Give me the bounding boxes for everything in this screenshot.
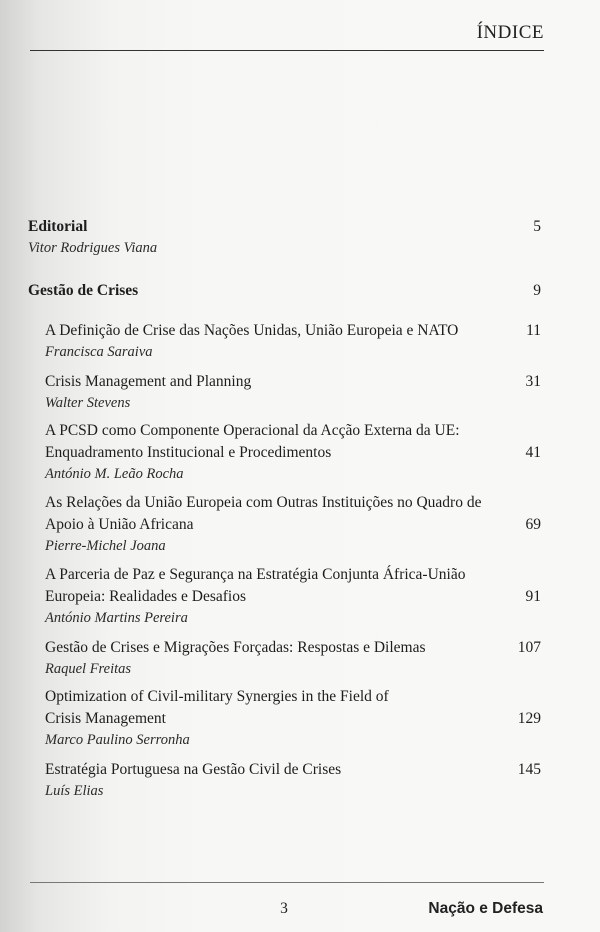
toc-author: Luís Elias: [45, 783, 104, 799]
toc-entry[interactable]: [45, 637, 541, 680]
toc-entry[interactable]: [45, 686, 541, 751]
toc-author: António Martins Pereira: [45, 610, 188, 626]
toc-entry[interactable]: [45, 371, 541, 414]
toc-entry[interactable]: [45, 759, 541, 802]
toc-section-title: Editorial: [28, 218, 88, 235]
toc-page-number: 9: [533, 282, 541, 299]
toc-entry[interactable]: [45, 492, 541, 557]
footer-page-number: 3: [280, 900, 288, 917]
toc-entry-title: Crisis Management and Planning: [45, 373, 252, 390]
toc-entry[interactable]: [45, 320, 541, 363]
header-divider: [30, 50, 544, 51]
toc-entry-editorial[interactable]: [28, 216, 541, 259]
toc-entry-title: Optimization of Civil-military Synergies in the Field of Crisis Management: [45, 688, 389, 727]
toc-entry[interactable]: [45, 420, 541, 485]
footer-divider: [30, 882, 544, 883]
toc-author: Raquel Freitas: [45, 661, 132, 677]
toc-page-number: 31: [525, 373, 541, 390]
toc-page-number: 145: [517, 761, 541, 778]
toc-author: Marco Paulino Serronha: [45, 732, 190, 748]
toc-author: Pierre-Michel Joana: [45, 538, 166, 554]
toc-entry-title: Estratégia Portuguesa na Gestão Civil de Crises: [45, 761, 342, 778]
toc-section-title: Gestão de Crises: [28, 282, 139, 299]
toc-author: Walter Stevens: [45, 395, 131, 411]
toc-entry[interactable]: [45, 564, 541, 629]
toc-entry-title: Gestão de Crises e Migrações Forçadas: Respostas e Dilemas: [45, 639, 426, 656]
toc-entry-title: A Parceria de Paz e Segurança na Estratégia Conjunta África-União Europeia: Realidades e Desafios: [45, 566, 466, 605]
footer-publication-name: Nação e Defesa: [428, 900, 543, 917]
toc-entry-title: As Relações da União Europeia com Outras Instituições no Quadro de Apoio à União Africana: [45, 494, 482, 533]
toc-author: António M. Leão Rocha: [45, 466, 184, 482]
toc-page-number: 107: [517, 639, 541, 656]
toc-entry-title: A Definição de Crise das Nações Unidas, União Europeia e NATO: [45, 322, 459, 339]
toc-page-number: 11: [526, 322, 541, 339]
toc-page-number: 69: [525, 516, 541, 533]
page-title: ÍNDICE: [476, 22, 544, 43]
toc-page-number: 91: [525, 588, 541, 605]
toc-page-number: 129: [517, 710, 541, 727]
toc-page-number: 5: [533, 218, 541, 235]
toc-author: Francisca Saraiva: [45, 344, 153, 360]
toc-entry-title: A PCSD como Componente Operacional da Acção Externa da UE: Enquadramento Institucional e Procedimentos: [45, 422, 460, 461]
toc-section-gestao[interactable]: [28, 280, 541, 302]
toc-author: Vitor Rodrigues Viana: [28, 240, 158, 256]
toc-page-number: 41: [525, 444, 541, 461]
